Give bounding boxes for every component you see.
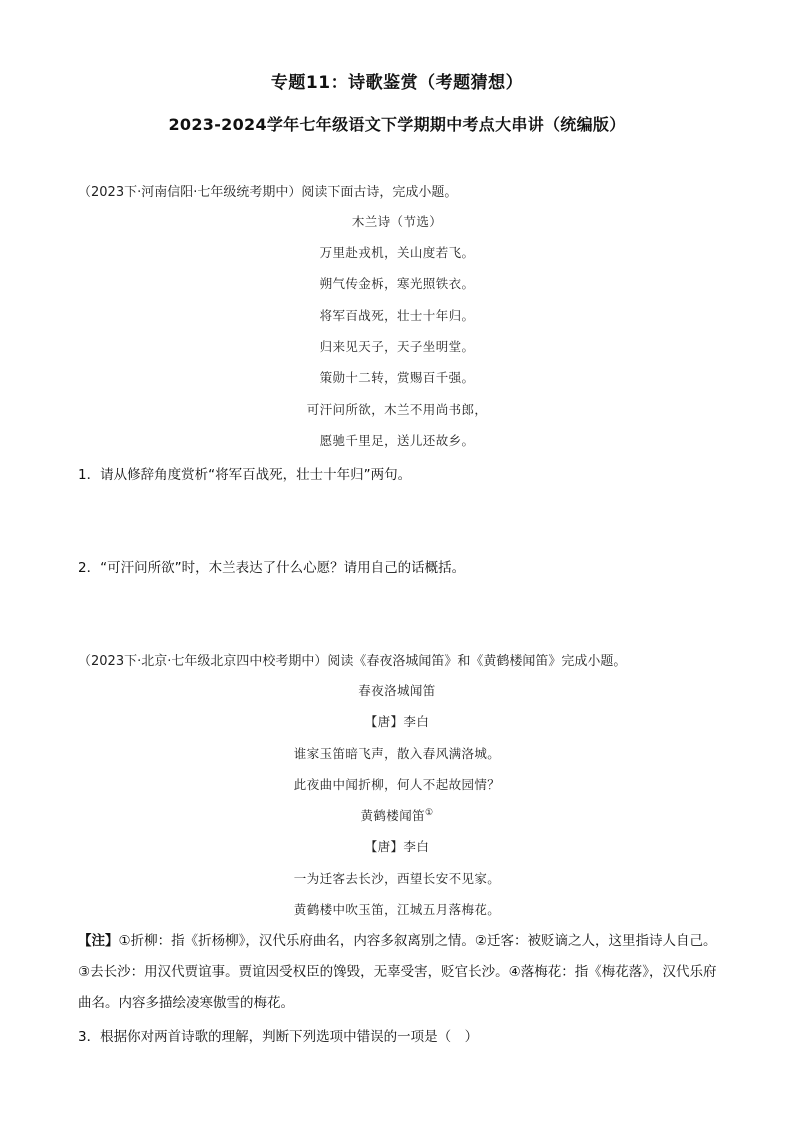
- question-2: 2．“可汗问所欲”时，木兰表达了什么心愿？请用自己的话概括。: [78, 560, 466, 576]
- poem-line: 万里赴戎机，关山度若飞。: [319, 245, 475, 260]
- question-1: 1．请从修辞角度赏析“将军百战死，壮士十年归”两句。: [78, 467, 412, 483]
- poem-author: 【唐】李白: [364, 714, 430, 729]
- page-subtitle: 2023-2024学年七年级语文下学期期中考点大串讲（统编版）: [168, 115, 626, 134]
- poem-line: 一为迁客去长沙，西望长安不见家。: [293, 871, 501, 886]
- poem-line: 可汗问所欲，木兰不用尚书郎，: [306, 402, 488, 417]
- poem-line: 愿驰千里足，送儿还故乡。: [319, 433, 475, 448]
- poem-line: 此夜曲中闻折柳，何人不起故园情？: [293, 777, 501, 792]
- section1-intro: （2023下·河南信阳·七年级统考期中）阅读下面古诗，完成小题。: [78, 185, 458, 200]
- poem-title-chunye: 春夜洛城闻笛: [358, 683, 436, 698]
- footnote-mark: ①: [425, 807, 434, 818]
- poem-line: 黄鹤楼中吹玉笛，江城五月落梅花。: [293, 902, 501, 917]
- poem-author: 【唐】李白: [364, 839, 430, 854]
- page-title: 专题11：诗歌鉴赏（考题猜想）: [270, 73, 524, 93]
- question-3: 3．根据你对两首诗歌的理解，判断下列选项中错误的一项是（ ）: [78, 1029, 479, 1045]
- poem-title-huanghelou: [0, 806, 794, 824]
- poem-title-text: 黄鹤楼闻笛: [360, 808, 426, 823]
- poem-line: 谁家玉笛暗飞声，散入春风满洛城。: [293, 746, 501, 761]
- poem-line: 策勋十二转，赏赐百千强。: [319, 370, 475, 385]
- note-text: ①折柳：指《折杨柳》，汉代乐府曲名，内容多叙离别之情。②迁客：被贬谪之人，这里指诗人自己。③去长沙：用汉代贾谊事。贾谊因受权臣的馋毁，无辜受害，贬官长沙。④落梅花：指《梅花落》，汉代乐府曲名。内容多描绘凌寒傲雪的梅花。: [78, 933, 717, 1011]
- poem-line: 将军百战死，壮士十年归。: [319, 308, 475, 323]
- poem-title-mulan: 木兰诗（节选）: [351, 214, 443, 229]
- poem-line: 朔气传金柝，寒光照铁衣。: [319, 276, 475, 291]
- note-label: 【注】: [78, 933, 119, 949]
- section2-intro: （2023下·北京·七年级北京四中校考期中）阅读《春夜洛城闻笛》和《黄鹤楼闻笛》完成小题。: [78, 654, 627, 669]
- poem-line: 归来见天子，天子坐明堂。: [319, 339, 475, 354]
- annotation-note: [78, 926, 728, 1019]
